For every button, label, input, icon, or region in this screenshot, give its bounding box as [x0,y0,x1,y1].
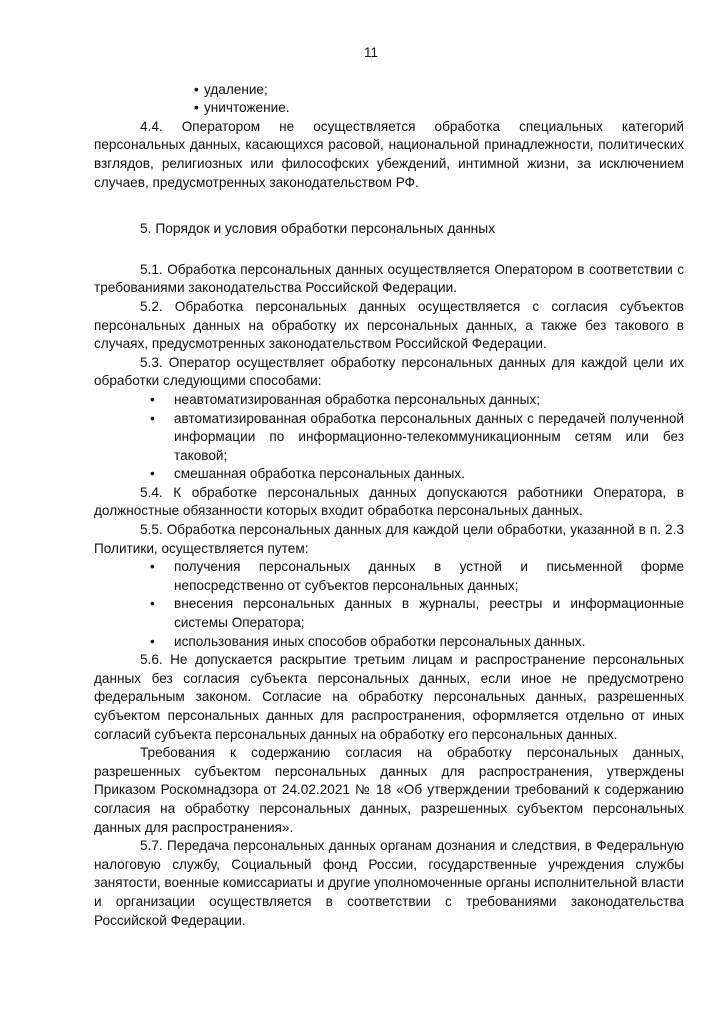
paragraph-5-5: 5.5. Обработка персональных данных для каждой цели обработки, указанной в п. 2.3 Политики, осуществляется путем: [94,522,684,556]
section-5-heading: 5. Порядок и условия обработки персональных данных [140,221,496,237]
processing-ways-list [94,558,684,651]
list-item: • неавтоматизированная обработка персональных данных; [94,391,684,410]
deletion-methods-list [94,81,684,118]
paragraph-5-7: 5.7. Передача персональных данных органам дознания и следствия, в Федеральную налоговую службу, Социальный фонд России, государственные учреждения службы занятости, военные комиссариаты и другие уполномоченные органы исполнительной власти и организации осуществляется в соответствии с требованиями законодательства Российской Федерации. [94,838,684,928]
list-item: • смешанная обработка персональных данных. [94,465,684,484]
page-number: 11 [363,45,378,60]
processing-methods-list [94,391,684,484]
paragraph-5-4: 5.4. К обработке персональных данных допускаются работники Оператора, в должностные обязанности которых входит обработка персональных данных. [94,484,684,519]
paragraph-5-6: 5.6. Не допускается раскрытие третьим лицам и распространение персональных данных без согласия субъекта персональных данных, если иное не предусмотрено федеральным законом. Согласие на обработку персональных данных, разрешенных субъектом персональных данных для распространения, оформляется отдельно от иных согласий субъекта персональных данных на обработку его персональных данных. [94,652,684,742]
paragraph-5-1: 5.1. Обработка персональных данных осуществляется Оператором в соответствии с требованиями законодательства Российской Федерации. [94,261,684,296]
paragraph-4-4: 4.4. Оператором не осуществляется обработка специальных категорий персональных данных, касающихся расовой, национальной принадлежности, политических взглядов, религиозных или философских убеждений, интимной жизни, за исключением случаев, предусмотренных законодательством РФ. [94,118,684,190]
list-item: • уничтожение. [94,99,684,118]
paragraph-5-3: 5.3. Оператор осуществляет обработку персональных данных для каждой цели их обработки следующими способами: [94,354,684,389]
list-item: • использования иных способов обработки персональных данных. [94,633,684,652]
list-item: • внесения персональных данных в журналы, реестры и информационные системы Оператора; [94,595,684,632]
list-item: • удаление; [94,81,684,100]
list-item: • получения персональных данных в устной и письменной форме непосредственно от субъектов персональных данных; [94,558,684,595]
paragraph-5-2: 5.2. Обработка персональных данных осуществляется с согласия субъектов персональных данных на обработку их персональных данных, а также без такового в случаях, предусмотренных законодательством Российской Федерации. [94,298,684,352]
paragraph-5-6-requirements: Требования к содержанию согласия на обработку персональных данных, разрешенных субъектом персональных данных для распространения, утверждены Приказом Роскомнадзора от 24.02.2021 № 18 «Об утверждении требований к содержанию согласия на обработку персональных данных, разрешенных субъектом персональных данных для распространения». [94,745,684,835]
list-item: • автоматизированная обработка персональных данных с передачей полученной информации по информационно-телекоммуникационным сетям или без таковой; [94,410,684,466]
